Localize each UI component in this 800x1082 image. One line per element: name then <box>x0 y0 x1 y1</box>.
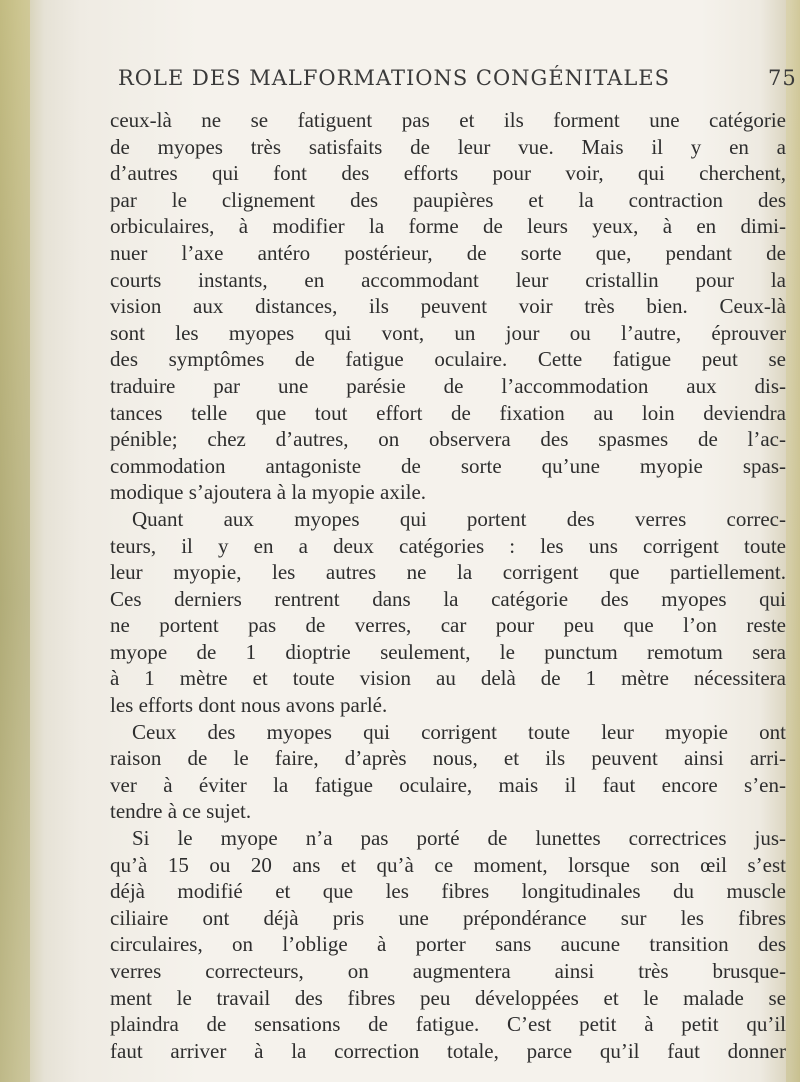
text-line: d’autres qui font des efforts pour voir, qui cherchent, <box>110 161 786 186</box>
text-line: circulaires, on l’oblige à porter sans aucune transition des <box>110 932 786 957</box>
running-head-title: ROLE DES MALFORMATIONS CONGÉNITALES <box>118 66 671 90</box>
page-left-edge-shadow <box>0 0 30 1082</box>
text-line: vision aux distances, ils peuvent voir très bien. Ceux-là <box>110 294 786 319</box>
text-line: de myopes très satisfaits de leur vue. Mais il y en a <box>110 134 786 159</box>
text-line: les efforts dont nous avons parlé. <box>110 693 388 718</box>
text-line: ceux-là ne se fatiguent pas et ils forment une catégorie <box>110 108 786 132</box>
text-line: tances telle que tout effort de fixation au loin deviendra <box>110 400 786 425</box>
running-head <box>118 66 797 90</box>
text-line: courts instants, en accommodant leur cristallin pour la <box>110 267 786 292</box>
page-number: 75 <box>768 66 797 90</box>
body-text <box>110 107 786 1064</box>
text-line: qu’à 15 ou 20 ans et qu’à ce moment, lorsque son œil s’est <box>110 852 786 877</box>
text-line: faut arriver à la correction totale, parce qu’il faut donner <box>110 1038 786 1063</box>
text-line: teurs, il y en a deux catégories : les uns corrigent toute <box>110 533 786 558</box>
text-line: modique s’ajoutera à la myopie axile. <box>110 480 427 505</box>
text-line: leur myopie, les autres ne la corrigent que partiellement. <box>110 560 786 585</box>
text-line: Si le myope n’a pas porté de lunettes correctrices jus- <box>132 826 786 851</box>
text-line: ne portent pas de verres, car pour peu que l’on reste <box>110 613 786 638</box>
text-line: verres correcteurs, on augmentera ainsi très brusque- <box>110 959 786 983</box>
text-line: sont les myopes qui vont, un jour ou l’autre, éprouver <box>110 320 786 345</box>
text-line: raison de le faire, d’après nous, et ils peuvent ainsi arri- <box>110 746 786 771</box>
text-line: Quant aux myopes qui portent des verres correc- <box>132 506 786 531</box>
text-line: des symptômes de fatigue oculaire. Cette fatigue peut se <box>110 347 786 372</box>
text-line: ciliaire ont déjà pris une prépondérance sur les fibres <box>110 905 786 930</box>
text-line: nuer l’axe antéro postérieur, de sorte que, pendant de <box>110 240 786 265</box>
text-line: orbiculaires, à modifier la forme de leurs yeux, à en dimi- <box>110 214 786 239</box>
text-line: Ces derniers rentrent dans la catégorie des myopes qui <box>110 586 786 611</box>
text-line: myope de 1 dioptrie seulement, le punctum remotum sera <box>110 639 786 664</box>
text-line: pénible; chez d’autres, on observera des spasmes de l’ac- <box>110 427 786 452</box>
text-line: plaindra de sensations de fatigue. C’est petit à petit qu’il <box>110 1012 786 1037</box>
text-line: ment le travail des fibres peu développées et le malade se <box>110 985 786 1010</box>
text-line: Ceux des myopes qui corrigent toute leur myopie ont <box>132 719 786 744</box>
text-line: déjà modifié et que les fibres longitudinales du muscle <box>110 879 786 904</box>
text-line: commodation antagoniste de sorte qu’une myopie spas- <box>110 453 786 478</box>
text-line: à 1 mètre et toute vision au delà de 1 mètre nécessitera <box>110 666 786 691</box>
text-line: par le clignement des paupières et la contraction des <box>110 187 786 212</box>
text-line: ver à éviter la fatigue oculaire, mais il faut encore s’en- <box>110 772 786 797</box>
page-right-edge-shadow <box>786 0 800 1082</box>
text-line: tendre à ce sujet. <box>110 799 252 824</box>
text-line: traduire par une parésie de l’accommodation aux dis- <box>110 373 786 398</box>
